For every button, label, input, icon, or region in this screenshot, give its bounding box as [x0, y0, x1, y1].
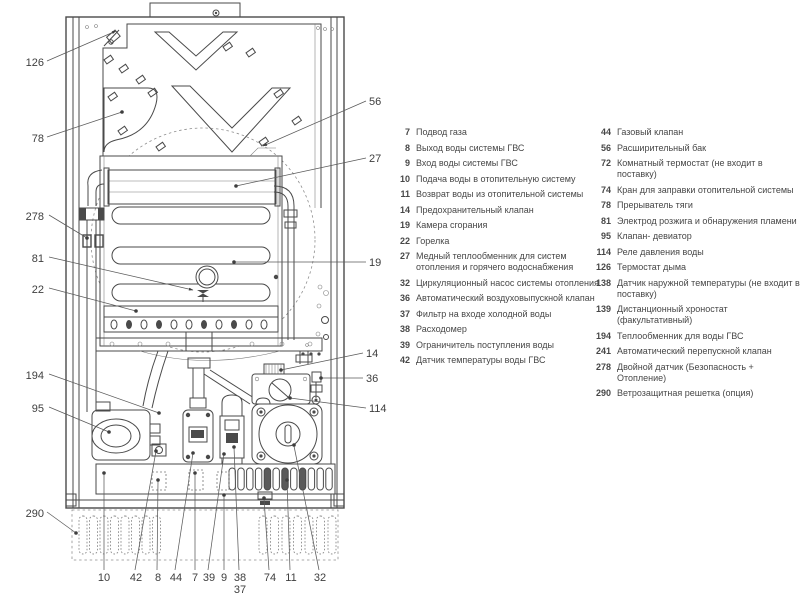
legend-item [392, 293, 606, 304]
legend-item [590, 127, 800, 138]
legend-item-number: 39 [399, 339, 410, 350]
legend-item-text: Автоматический воздуховыпускной клапан [416, 293, 595, 303]
callout-label: 8 [154, 572, 162, 584]
legend-item [392, 236, 606, 247]
legend-item-number: 74 [600, 184, 611, 195]
legend-item-number: 72 [600, 158, 611, 168]
callout-label: 39 [202, 572, 216, 584]
legend-item [590, 143, 800, 154]
legend-item-text: Вход воды системы ГВС [416, 158, 518, 168]
wind-grille [72, 510, 338, 560]
callout-label: 22 [31, 284, 44, 296]
legend-item-number: 42 [399, 355, 410, 365]
callout-label: 10 [97, 572, 111, 584]
legend-item-text: Медный теплообменник для систем отопления и горячего водоснабжения [416, 251, 574, 272]
legend-item [392, 143, 606, 154]
legend-item-number: 7 [404, 127, 410, 137]
callout-label: 126 [25, 57, 44, 69]
legend-item [590, 346, 800, 357]
legend-item-number: 27 [399, 251, 410, 261]
legend-item [590, 231, 800, 242]
sight-glass [196, 266, 218, 288]
callout-label: 194 [25, 370, 44, 382]
legend-item-text: Дистанционный хроностат (факультативный) [617, 304, 728, 325]
legend-item-number: 78 [600, 200, 611, 210]
legend-item-number: 8 [404, 142, 410, 153]
legend-item [392, 205, 606, 216]
legend-item-text: Фильтр на входе холодной воды [416, 308, 552, 319]
legend-item [392, 278, 606, 289]
legend-item-number: 290 [595, 388, 611, 398]
combustion-chamber [100, 148, 297, 346]
legend-item-number: 241 [595, 346, 611, 356]
legend-item-text: Датчик наружной температуры (не входит в поставку) [617, 277, 800, 299]
legend-item [392, 355, 606, 366]
legend-item-text: Датчик температуры воды ГВС [416, 355, 546, 365]
callout-label: 14 [366, 348, 379, 360]
legend-item-text: Электрод розжига и обнаружения пламени [617, 215, 797, 226]
legend-item [590, 185, 800, 196]
callout-label: 56 [369, 96, 382, 108]
legend-item-text: Выход воды системы ГВС [416, 142, 525, 153]
flue-collar [150, 3, 240, 17]
legend-item-text: Кран для заправки отопительной системы [617, 184, 794, 195]
callout-label: 42 [129, 572, 143, 584]
callout-label: 114 [369, 403, 387, 415]
legend-item-text: Циркуляционный насос системы отопления [416, 277, 599, 288]
legend-item [590, 278, 800, 300]
legend-item [590, 362, 800, 384]
legend-item-text: Ветрозащитная решетка (опция) [617, 388, 754, 398]
circulation-pump [252, 398, 322, 464]
callout-label: 78 [31, 133, 44, 145]
legend-item-number: 36 [399, 293, 410, 303]
legend-item-text: Прерыватель тяги [617, 200, 693, 210]
legend-item-number: 22 [399, 235, 410, 246]
legend-item-number: 10 [399, 173, 410, 184]
callout-label: 32 [313, 572, 327, 584]
legend-item [392, 340, 606, 351]
legend-item-number: 38 [399, 324, 410, 334]
legend-item-number: 95 [600, 231, 611, 241]
legend-item-number: 56 [600, 142, 611, 153]
legend-item-number: 81 [600, 215, 611, 226]
legend-item [590, 262, 800, 273]
legend-item [590, 247, 800, 258]
legend-item [392, 251, 606, 273]
legend-item-text: Расходомер [416, 324, 467, 334]
legend-item-text: Реле давления воды [617, 246, 704, 257]
callout-label: 36 [366, 373, 379, 385]
legend-item-number: 139 [595, 304, 611, 314]
legend-item-number: 278 [595, 361, 611, 372]
legend-item-text: Предохранительный клапан [416, 204, 534, 215]
legend-item [392, 324, 606, 335]
callout-label: 19 [369, 257, 382, 269]
legend-item [590, 388, 800, 399]
legend-item-number: 138 [595, 277, 611, 288]
callout-label: 81 [31, 253, 44, 265]
legend-item-number: 14 [399, 204, 410, 215]
legend-item-number: 44 [600, 127, 611, 137]
legend-item-number: 19 [399, 220, 410, 230]
callout-label: 74 [263, 572, 277, 584]
legend-item-number: 194 [595, 330, 611, 341]
legend-item-text: Подвод газа [416, 127, 467, 137]
legend-item-number: 11 [400, 189, 410, 199]
legend-column-left [392, 127, 606, 371]
legend-item [590, 216, 800, 227]
legend-item-text: Газовый клапан [617, 127, 684, 137]
callout-290 [26, 508, 78, 535]
legend-item-text: Горелка [416, 235, 450, 246]
legend-item-text: Теплообменник для воды ГВС [617, 330, 744, 341]
legend-column-right [590, 127, 800, 404]
legend-item-text: Возврат воды из отопительной системы [416, 189, 584, 199]
legend-item-number: 9 [404, 158, 410, 168]
callout-label: 7 [191, 572, 199, 584]
legend-item [392, 158, 606, 169]
legend-item [392, 309, 606, 320]
callout-label: 38 [233, 572, 247, 584]
callout-label: 27 [369, 153, 382, 165]
legend-item [590, 158, 800, 180]
legend-item [590, 200, 800, 211]
legend-item [590, 331, 800, 342]
legend-item [392, 220, 606, 231]
callout-label: 95 [31, 403, 44, 415]
legend-item-text: Комнатный термостат (не входит в поставку) [617, 158, 763, 179]
legend-item-text: Расширительный бак [617, 142, 707, 153]
legend-item-number: 114 [596, 246, 611, 257]
callout-label: 290 [25, 508, 44, 520]
callout-label: 37 [233, 584, 247, 596]
legend-item-number: 126 [595, 262, 611, 272]
legend-item-text: Ограничитель поступления воды [416, 339, 554, 350]
legend-item-text: Камера сгорания [416, 220, 488, 230]
callout-label: 44 [169, 572, 183, 584]
legend-item-text: Подача воды в отопительную систему [416, 173, 576, 184]
legend-item-number: 32 [399, 277, 410, 288]
legend-item [590, 304, 800, 326]
legend-item [392, 174, 606, 185]
legend-item-number: 37 [399, 308, 410, 319]
legend-item [392, 127, 606, 138]
callout-74 [262, 496, 276, 584]
legend-item-text: Автоматический перепускной клапан [617, 346, 772, 356]
legend-item-text: Термостат дыма [617, 262, 687, 272]
legend-item [392, 189, 606, 200]
legend-item-text: Двойной датчик (Безопасность + Отопление) [617, 361, 754, 383]
callout-label: 11 [285, 572, 297, 584]
callout-label: 278 [25, 211, 44, 223]
callout-label: 9 [220, 572, 228, 584]
legend-item-text: Клапан- девиатор [617, 231, 692, 241]
